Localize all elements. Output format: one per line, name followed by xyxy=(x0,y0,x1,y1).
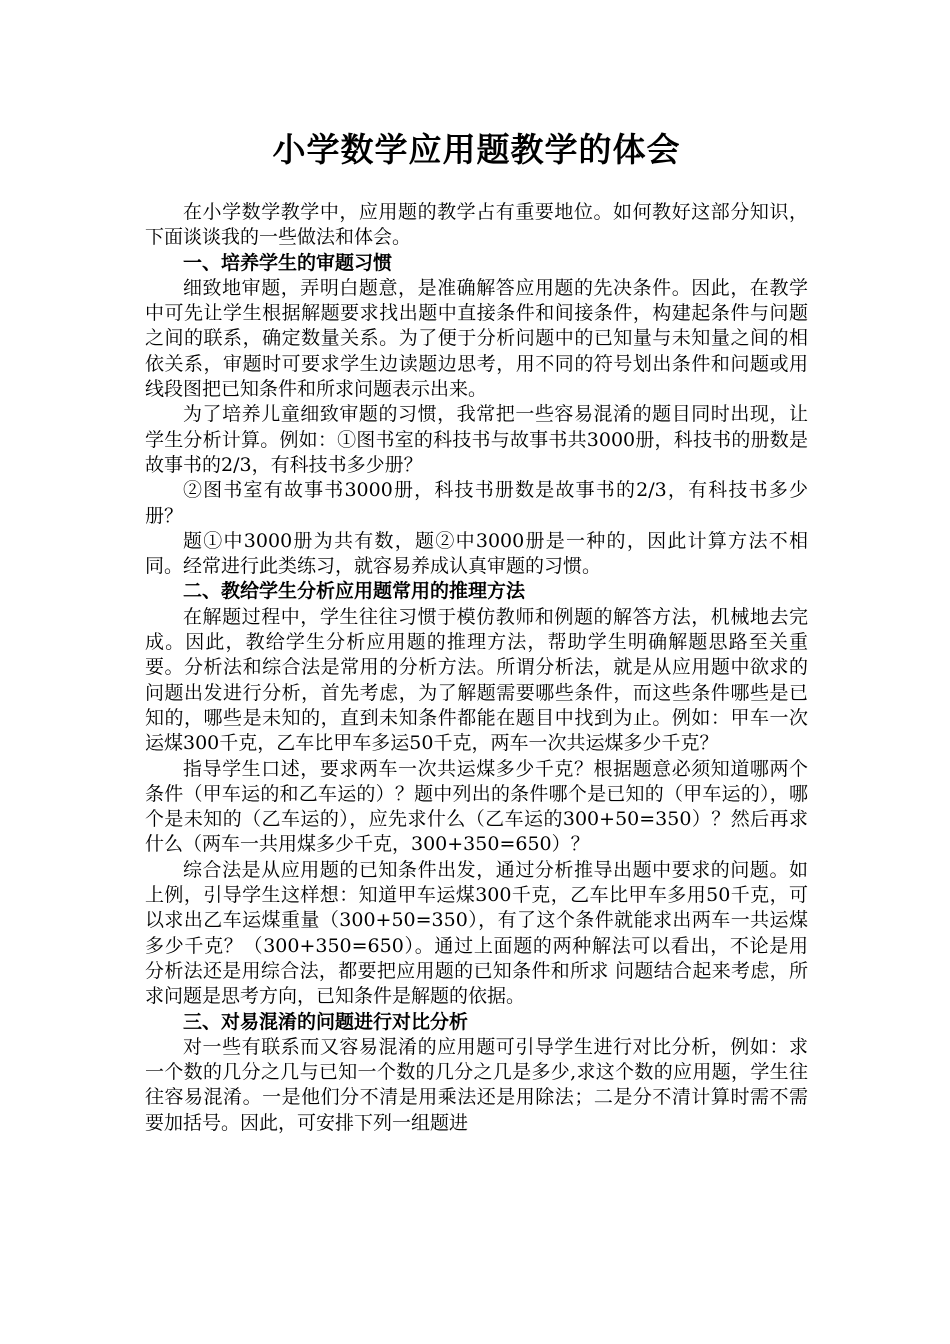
section-2-paragraph-1: 在解题过程中，学生往往习惯于模仿教师和例题的解答方法，机械地去完成。因此，教给学生分析应用题的推理方法，帮助学生明确解题思路至关重要。分析法和综合法是常用的分析方法。所谓分析法，就是从应用题中欲求的问题出发进行分析，首先考虑，为了解题需要哪些条件，而这些条件哪些是已知的，哪些是未知的，直到未知条件都能在题目中找到为止。例如：甲车一次运煤300千克，乙车比甲车多运50千克，两车一次共运煤多少千克？ xyxy=(145,605,808,755)
section-3-heading: 三、对易混淆的问题进行对比分析 xyxy=(183,1010,469,1033)
document-title: 小学数学应用题教学的体会 xyxy=(272,130,681,169)
section-3-paragraph-1: 对一些有联系而又容易混淆的应用题可引导学生进行对比分析，例如：求一个数的几分之几与已知一个数的几分之几是多少,求这个数的应用题，学生往往容易混淆。一是他们分不清是用乘法还是用除法；二是分不清计算时需不需要加括号。因此，可安排下列一组题进 xyxy=(145,1035,808,1134)
document-body xyxy=(145,200,808,1136)
section-1-heading: 一、培养学生的审题习惯 xyxy=(183,251,393,274)
section-1-paragraph-2: 为了培养儿童细致审题的习惯，我常把一些容易混淆的题目同时出现，让学生分析计算。例如：①图书室的科技书与故事书共3000册，科技书的册数是故事书的2/3，有科技书多少册？ xyxy=(145,403,808,476)
section-1-paragraph-3: ②图书室有故事书3000册，科技书册数是故事书的2/3，有科技书多少册？ xyxy=(145,479,808,527)
section-1-paragraph-4: 题①中3000册为共有数，题②中3000册是一种的，因此计算方法不相同。经常进行此类练习，就容易养成认真审题的习惯。 xyxy=(145,529,808,578)
section-1-paragraph-1: 细致地审题，弄明白题意，是准确解答应用题的先决条件。因此，在教学中可先让学生根据解题要求找出题中直接条件和间接条件，构建起条件与问题之间的联系，确定数量关系。为了便于分析问题中的已知量与未知量之间的相依关系，审题时可要求学生边读题边思考，用不同的符号划出条件和问题或用线段图把已知条件和所求问题表示出来。 xyxy=(145,276,808,401)
section-2-paragraph-2: 指导学生口述，要求两车一次共运煤多少千克？根据题意必须知道哪两个条件（甲车运的和乙车运的）？题中列出的条件哪个是已知的（甲车运的），哪个是未知的（乙车运的），应先求什么（乙车运的300+50=350）？然后再求什么（两车一共用煤多少千克，300+350=650）？ xyxy=(145,757,808,856)
section-2-paragraph-3: 综合法是从应用题的已知条件出发，通过分析推导出题中要求的问题。如上例，引导学生这样想：知道甲车运煤300千克，乙车比甲车多用50千克，可以求出乙车运煤重量（300+50=350），有了这个条件就能求出两车一共运煤多少千克？（300+350=650）。通过上面题的两种解法可以看出，不论是用分析法还是用综合法，都要把应用题的已知条件和所求 问题结合起来考虑，所求问题是思考方向，已知条件是解题的依据。 xyxy=(145,858,808,1008)
section-2-heading: 二、教给学生分析应用题常用的推理方法 xyxy=(183,580,526,603)
intro-paragraph: 在小学数学教学中，应用题的教学占有重要地位。如何教好这部分知识，下面谈谈我的一些做法和体会。 xyxy=(145,201,808,249)
